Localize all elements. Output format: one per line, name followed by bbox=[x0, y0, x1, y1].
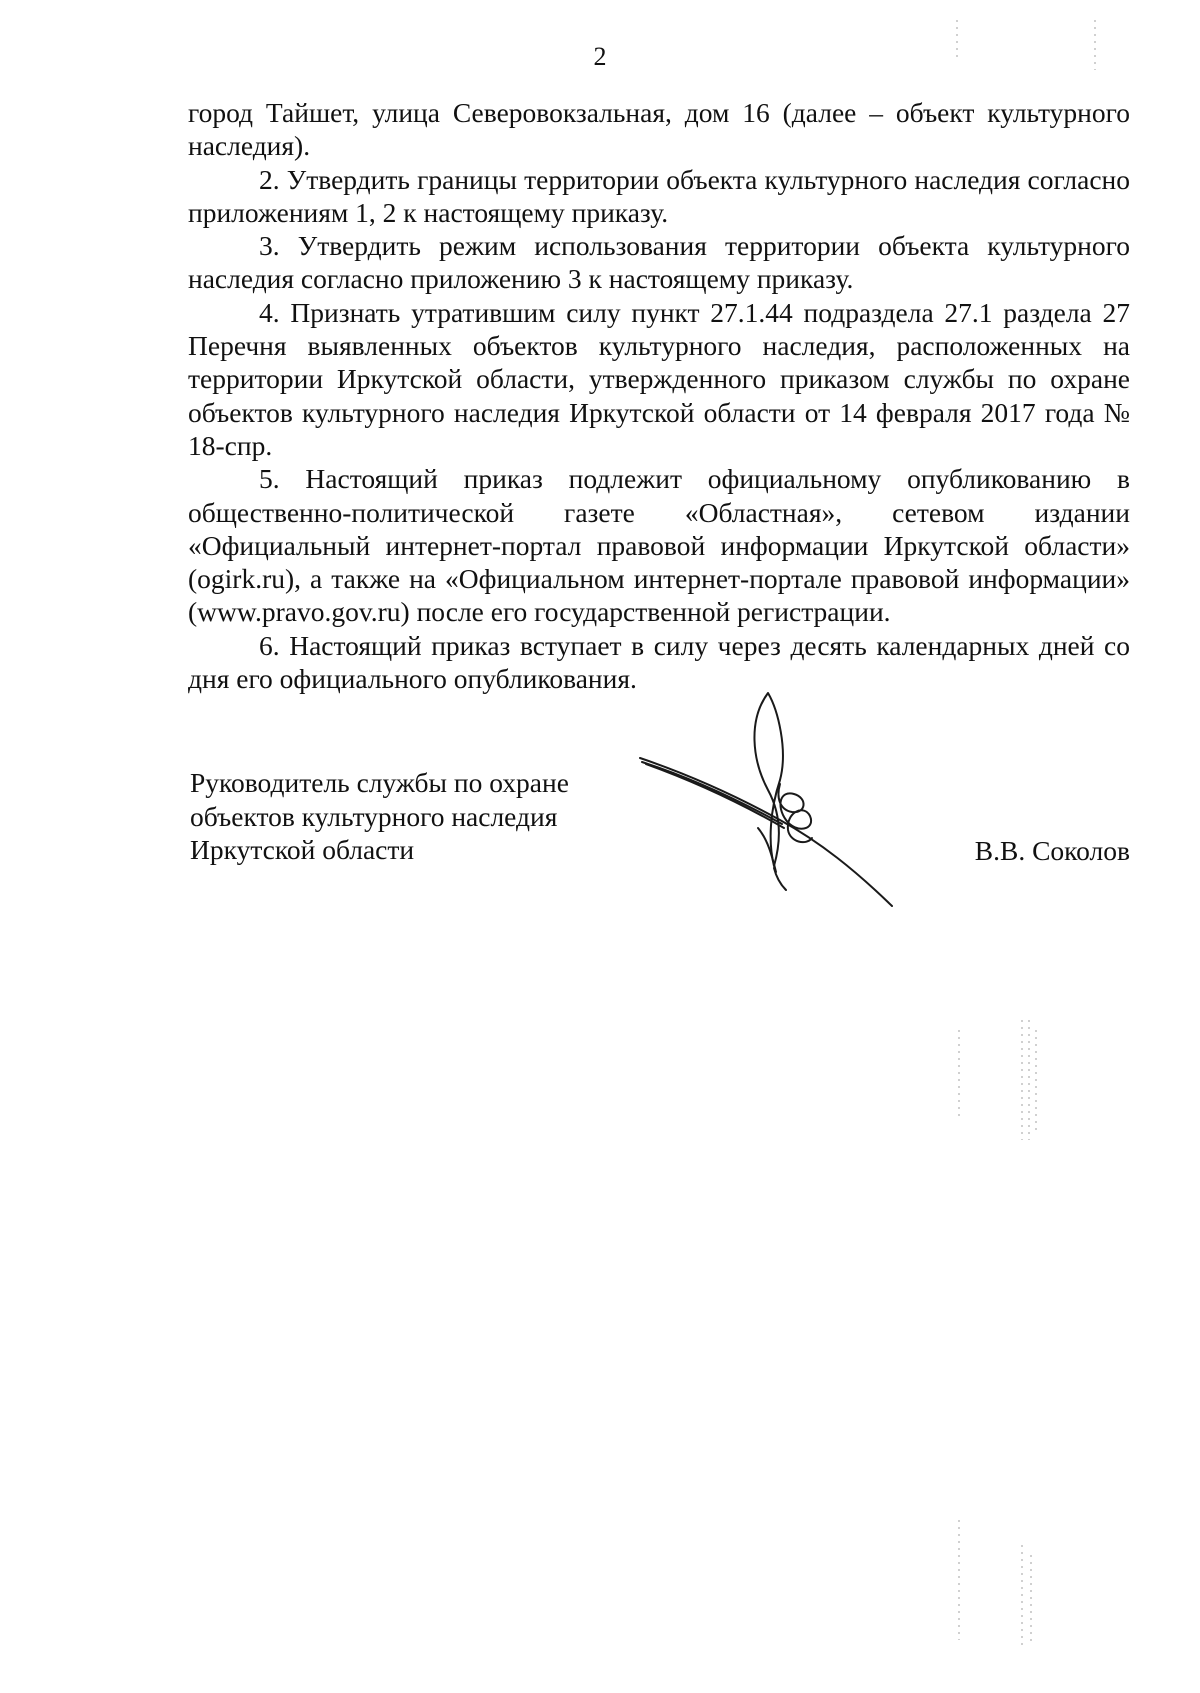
paragraph-item-6: 6. Настоящий приказ вступает в силу через десять календарных дней со дня его официального опубликования. bbox=[188, 629, 1130, 695]
scan-artifact bbox=[958, 1520, 960, 1640]
paragraph-continuation: город Тайшет, улица Северовокзальная, дом 16 (далее – объект культурного наследия). bbox=[188, 97, 1130, 162]
scan-artifact bbox=[1021, 1545, 1023, 1645]
scan-artifact bbox=[1035, 1030, 1037, 1130]
signatory-position-line: объектов культурного наследия bbox=[190, 800, 558, 832]
paragraph-item-2: 2. Утвердить границы территории объекта культурного наследия согласно приложениям 1, 2 к настоящему приказу. bbox=[188, 163, 1130, 228]
signatory-name: В.В. Соколов bbox=[974, 835, 1130, 866]
scan-artifact bbox=[1030, 1555, 1032, 1645]
signatory-position-line: Руководитель службы по охране bbox=[190, 767, 569, 798]
paragraph-item-4: 4. Признать утратившим силу пункт 27.1.44 подраздела 27.1 раздела 27 Перечня выявленных объектов культурного наследия, расположенных на территории Иркутской области, утвержденного приказом службы по охране объектов культурного наследия Иркутской области от 14 февраля 2017 года № 18-спр. bbox=[188, 296, 1130, 461]
document-body bbox=[188, 96, 1130, 695]
paragraph-item-3: 3. Утвердить режим использования территории объекта культурного наследия согласно приложению 3 к настоящему приказу. bbox=[188, 230, 1130, 295]
scan-artifact bbox=[1021, 1020, 1023, 1140]
scan-artifact bbox=[1028, 1020, 1030, 1140]
scan-artifact bbox=[1094, 20, 1096, 70]
page-number: 2 bbox=[593, 42, 607, 71]
scan-artifact bbox=[956, 20, 958, 60]
signatory-position bbox=[190, 766, 569, 867]
signatory-position-line: Иркутской области bbox=[190, 834, 415, 865]
handwritten-signature bbox=[630, 680, 910, 930]
scan-artifact bbox=[958, 1030, 960, 1120]
paragraph-item-5: 5. Настоящий приказ подлежит официальному опубликованию в общественно-политической газете «Областная», сетевом издании «Официальный интернет-портал правовой информации Иркутской области» (ogirk.ru), а также на «Официальном интернет-портале правовой информации» (www.pravo.gov.ru) после его государственной регистрации. bbox=[188, 463, 1130, 628]
